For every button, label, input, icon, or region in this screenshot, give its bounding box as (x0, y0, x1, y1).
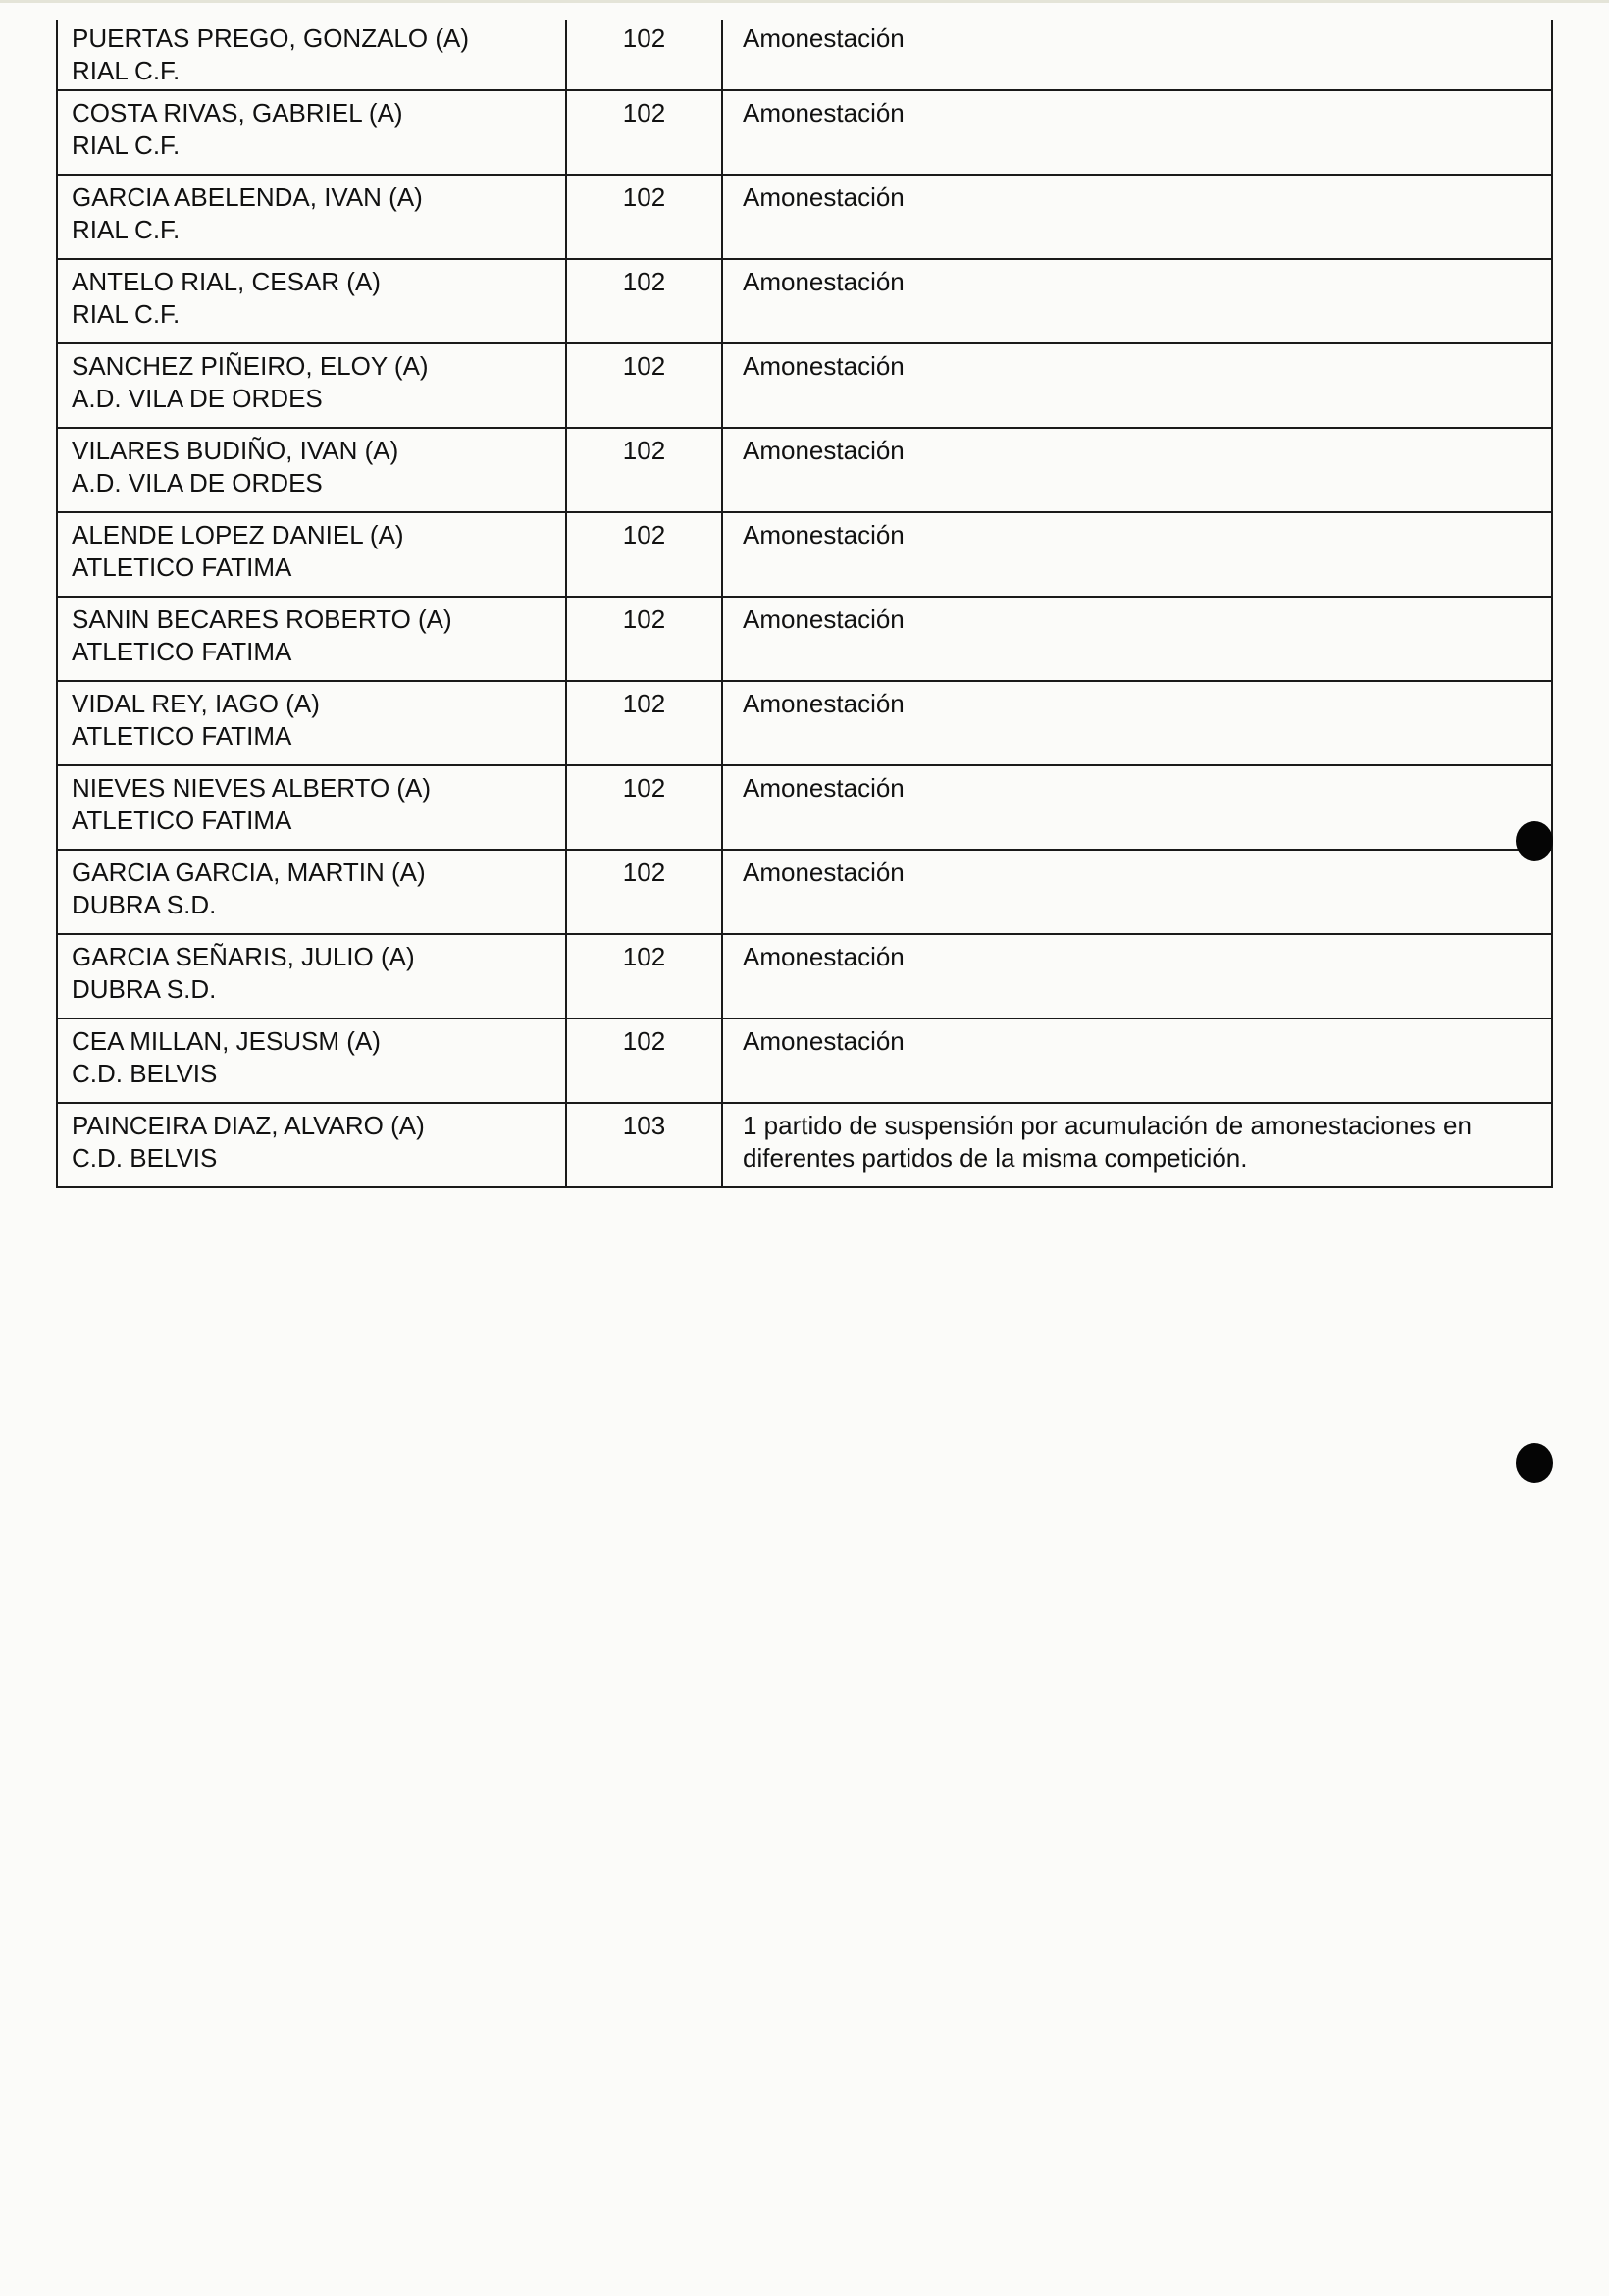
table-row (57, 1018, 1552, 1103)
article-code: 102 (566, 1018, 722, 1103)
club-name: RIAL C.F. (72, 130, 181, 160)
sanction-text: Amonestación (722, 259, 1552, 343)
club-name: ATLETICO FATIMA (72, 721, 292, 751)
club-name: DUBRA S.D. (72, 890, 217, 919)
player-cell (57, 850, 566, 934)
player-cell (57, 681, 566, 765)
article-code: 102 (566, 20, 722, 90)
article-code: 103 (566, 1103, 722, 1187)
table-row (57, 175, 1552, 259)
player-name: COSTA RIVAS, GABRIEL (A) (72, 98, 403, 128)
article-code: 102 (566, 175, 722, 259)
sanction-text: Amonestación (722, 1018, 1552, 1103)
table-row (57, 934, 1552, 1018)
player-cell (57, 343, 566, 428)
table-row (57, 343, 1552, 428)
player-cell (57, 512, 566, 597)
sanction-text: Amonestación (722, 597, 1552, 681)
player-name: SANCHEZ PIÑEIRO, ELOY (A) (72, 351, 429, 381)
player-name: CEA MILLAN, JESUSM (A) (72, 1026, 381, 1056)
sanctions-table (56, 20, 1553, 1188)
player-name: GARCIA ABELENDA, IVAN (A) (72, 183, 423, 212)
sanction-text: Amonestación (722, 20, 1552, 90)
player-name: GARCIA SEÑARIS, JULIO (A) (72, 942, 415, 971)
club-name: DUBRA S.D. (72, 974, 217, 1004)
sanction-text: Amonestación (722, 175, 1552, 259)
player-name: NIEVES NIEVES ALBERTO (A) (72, 773, 432, 803)
player-cell (57, 428, 566, 512)
player-name: PAINCEIRA DIAZ, ALVARO (A) (72, 1111, 425, 1140)
table-row (57, 765, 1552, 850)
player-cell (57, 765, 566, 850)
player-name: GARCIA GARCIA, MARTIN (A) (72, 858, 426, 887)
player-cell (57, 175, 566, 259)
table-row (57, 681, 1552, 765)
player-cell (57, 597, 566, 681)
article-code: 102 (566, 428, 722, 512)
article-code: 102 (566, 90, 722, 175)
club-name: ATLETICO FATIMA (72, 552, 292, 582)
table-row (57, 90, 1552, 175)
club-name: RIAL C.F. (72, 215, 181, 244)
club-name: C.D. BELVIS (72, 1143, 218, 1173)
club-name: RIAL C.F. (72, 56, 181, 85)
article-code: 102 (566, 850, 722, 934)
player-cell (57, 1103, 566, 1187)
article-code: 102 (566, 934, 722, 1018)
player-name: PUERTAS PREGO, GONZALO (A) (72, 24, 469, 53)
club-name: RIAL C.F. (72, 299, 181, 329)
sanction-text: Amonestación (722, 512, 1552, 597)
table-row (57, 597, 1552, 681)
punch-hole-upper (1516, 821, 1553, 861)
table-row (57, 428, 1552, 512)
sanction-text: Amonestación (722, 428, 1552, 512)
player-name: ANTELO RIAL, CESAR (A) (72, 267, 381, 296)
article-code: 102 (566, 512, 722, 597)
article-code: 102 (566, 681, 722, 765)
sanction-text: Amonestación (722, 681, 1552, 765)
sanction-text: 1 partido de suspensión por acumulación de amonestaciones en diferentes partidos de la misma competición. (722, 1103, 1552, 1187)
article-code: 102 (566, 765, 722, 850)
article-code: 102 (566, 343, 722, 428)
player-name: VILARES BUDIÑO, IVAN (A) (72, 436, 399, 465)
sanction-text: Amonestación (722, 765, 1552, 850)
table-row (57, 1103, 1552, 1187)
article-code: 102 (566, 259, 722, 343)
club-name: A.D. VILA DE ORDES (72, 468, 323, 497)
table-row (57, 512, 1552, 597)
sanction-text: Amonestación (722, 934, 1552, 1018)
club-name: ATLETICO FATIMA (72, 637, 292, 666)
article-code: 102 (566, 597, 722, 681)
sanction-text: Amonestación (722, 90, 1552, 175)
player-cell (57, 90, 566, 175)
table-row (57, 20, 1552, 90)
player-cell (57, 20, 566, 90)
club-name: A.D. VILA DE ORDES (72, 384, 323, 413)
player-name: VIDAL REY, IAGO (A) (72, 689, 320, 718)
sanction-text: Amonestación (722, 850, 1552, 934)
player-cell (57, 1018, 566, 1103)
player-name: ALENDE LOPEZ DANIEL (A) (72, 520, 404, 549)
sanction-text: Amonestación (722, 343, 1552, 428)
player-cell (57, 259, 566, 343)
table-row (57, 850, 1552, 934)
table-row (57, 259, 1552, 343)
player-cell (57, 934, 566, 1018)
punch-hole-lower (1516, 1443, 1553, 1483)
club-name: ATLETICO FATIMA (72, 806, 292, 835)
club-name: C.D. BELVIS (72, 1059, 218, 1088)
player-name: SANIN BECARES ROBERTO (A) (72, 604, 452, 634)
page-top-edge (0, 0, 1609, 3)
